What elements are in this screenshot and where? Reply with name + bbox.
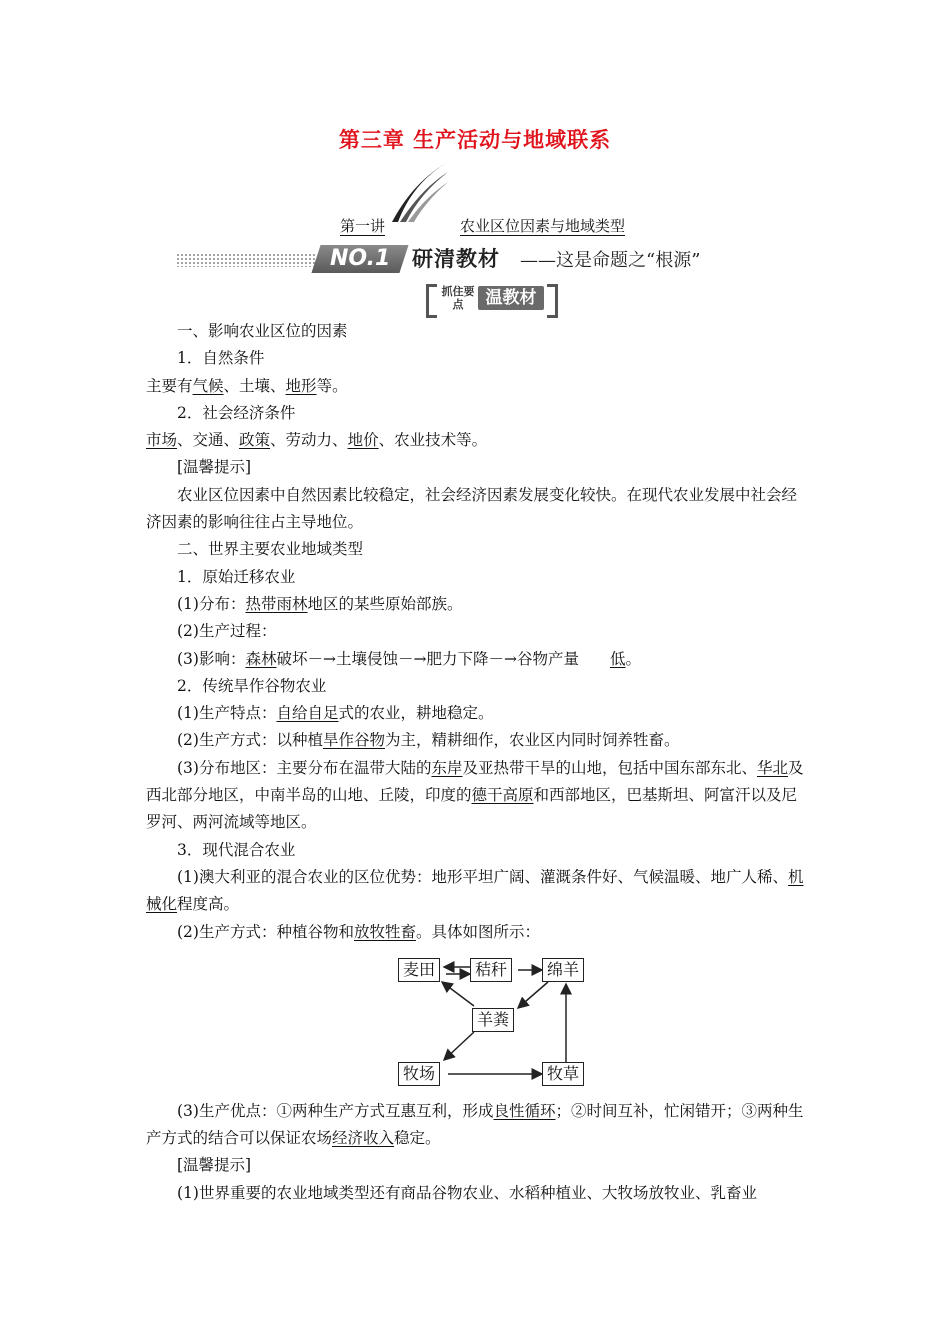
tip-text: 农业区位因素中自然因素比较稳定，社会经济因素发展变化较快。在现代农业发展中社会经济因素的影响往往占主导地位。 (146, 485, 798, 532)
lecture-title: 农业区位因素与地域类型 (460, 217, 626, 235)
paragraph-s2-2-3: (3)分布地区：主要分布在温带大陆的东岸及亚热带干旱的山地，包括中国东部东北、华北及西北部分地区，中南半岛的山地、丘陵，印度的德干高原和西部地区，巴基斯坦、阿富汗以及尼罗河、两河流域等地区。 (146, 758, 804, 832)
banner-main-title: 研清教材 (412, 247, 500, 271)
paragraph-s2-2-1: (1)生产特点：自给自足式的农业，耕地稳定。 (177, 704, 494, 723)
answer-blank: 低 (609, 649, 626, 668)
paragraph-s2-1-2: (2)生产过程： (177, 622, 277, 641)
chapter-title: 第三章 生产活动与地域联系 (338, 128, 612, 152)
node-sheep-dung: 羊粪 (472, 1008, 514, 1032)
heading-s1: 一、影响农业区位的因素 (177, 322, 348, 340)
tip2-label: [温馨提示] (177, 1156, 252, 1175)
node-sheep: 绵羊 (542, 958, 584, 982)
paragraph-s2-3-2: (2)生产方式：种植谷物和放牧牲畜。具体如图所示： (177, 922, 540, 941)
heading-s1-1: 1．自然条件 (177, 349, 265, 368)
dotted-decoration (176, 253, 316, 267)
node-grass: 牧草 (542, 1062, 584, 1086)
lecture-number: 第一讲 (340, 217, 386, 235)
review-tag (426, 284, 558, 314)
paragraph-natural: 主要有气候、土壤、地形等。 (146, 376, 348, 395)
section-banner (176, 243, 736, 277)
swoosh-decoration-icon (390, 160, 450, 224)
paragraph-s2-1-3: (3)影响：森林破坏－→土壤侵蚀－→肥力下降－→谷物产量 低。 (146, 646, 810, 673)
heading-s2-1: 1．原始迁移农业 (177, 567, 296, 586)
node-pasture: 牧场 (398, 1062, 440, 1086)
tip-label: [温馨提示] (177, 458, 252, 477)
mixed-farming-diagram (146, 950, 810, 1092)
paragraph-s2-2-2: (2)生产方式：以种植旱作谷物为主，精耕细作，农业区内同时饲养牲畜。 (177, 731, 680, 750)
heading-s2-3: 3．现代混合农业 (177, 840, 296, 859)
heading-s2: 二、世界主要农业地域类型 (177, 540, 364, 559)
paragraph-s2-1-1: (1)分布：热带雨林地区的某些原始部族。 (177, 594, 463, 613)
paragraph-s2-3-1: (1)澳大利亚的混合农业的区位优势：地形平坦广阔、灌溉条件好、气候温暖、地广人稀、机械化程度高。 (146, 867, 804, 914)
heading-s1-2: 2．社会经济条件 (177, 403, 296, 422)
body-content (146, 318, 810, 1207)
node-straw: 秸秆 (470, 958, 512, 982)
arrow-dung-to-wheat (442, 982, 474, 1006)
arrow-dung-to-pasture (444, 1032, 474, 1060)
paragraph-s2-3-3: (3)生产优点：①两种生产方式互惠互利，形成良性循环；②时间互补，忙闲错开；③两种生产方式的结合可以保证农场经济收入稳定。 (146, 1101, 804, 1148)
heading-s2-2: 2．传统旱作谷物农业 (177, 676, 327, 695)
banner-subtitle: ——这是命题之“根源” (520, 250, 701, 271)
node-wheat-field: 麦田 (398, 958, 440, 982)
tip2-text: (1)世界重要的农业地域类型还有商品谷物农业、水稻种植业、大牧场放牧业、乳畜业 (177, 1183, 757, 1202)
review-tag-big: 温教材 (478, 286, 544, 310)
paragraph-social: 市场、交通、政策、劳动力、地价、农业技术等。 (146, 431, 488, 450)
no1-badge: NO.1 (311, 245, 408, 273)
arrow-sheep-to-dung (518, 982, 548, 1008)
review-tag-small: 抓住要点 (441, 285, 475, 311)
